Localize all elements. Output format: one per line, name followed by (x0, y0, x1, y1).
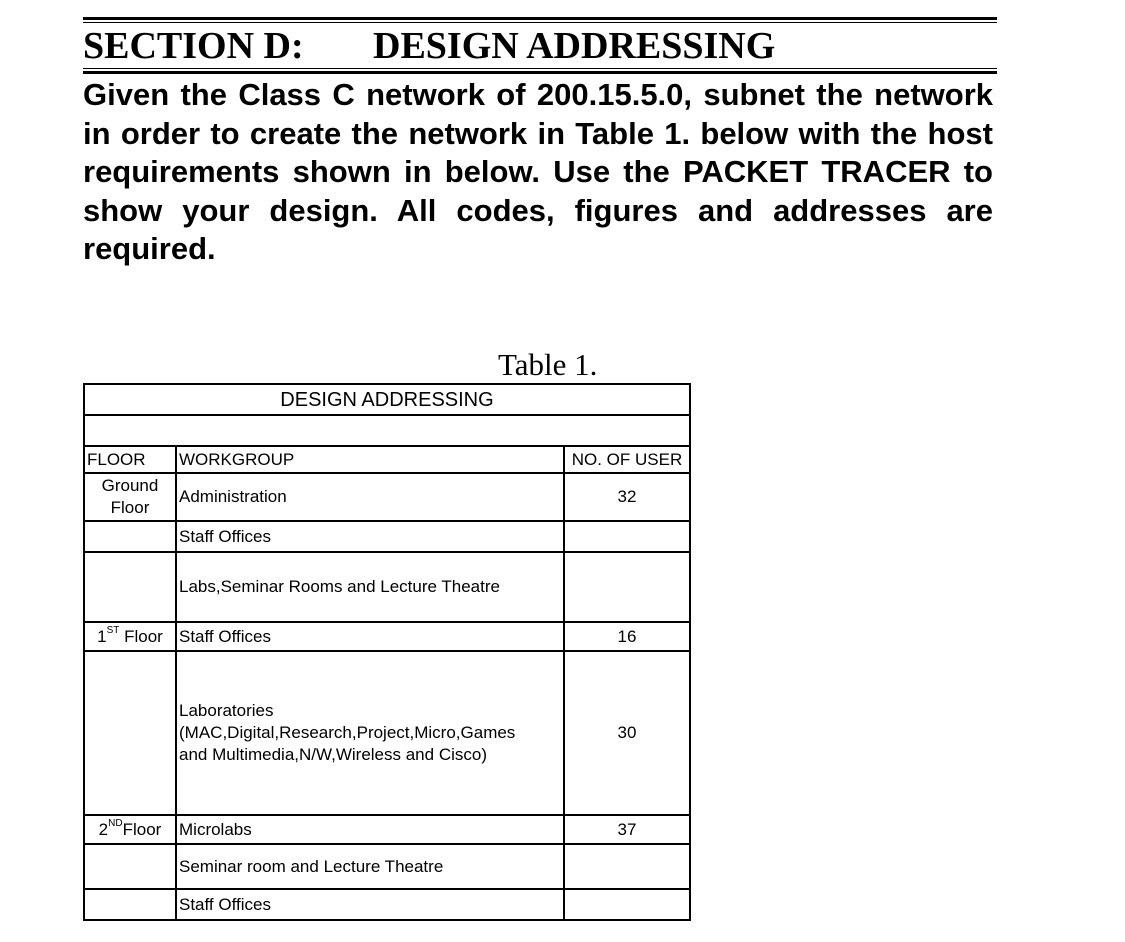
floor-cell (84, 651, 176, 815)
table-caption: Table 1. (498, 347, 598, 382)
floor-cell (84, 844, 176, 889)
floor-number: 1 (97, 626, 107, 646)
floor-ordinal: ND (108, 817, 123, 829)
workgroup-line: Laboratories (179, 701, 274, 720)
design-addressing-table (83, 383, 691, 921)
table-row (84, 889, 690, 920)
section-title: DESIGN ADDRESSING (373, 25, 776, 67)
workgroup-cell: Seminar room and Lecture Theatre (176, 844, 564, 889)
header-workgroup: WORKGROUP (176, 446, 564, 473)
table-row (84, 651, 690, 815)
workgroup-line: (MAC,Digital,Research,Project,Micro,Games (179, 723, 516, 742)
users-cell: 30 (564, 651, 690, 815)
workgroup-cell: Labs,Seminar Rooms and Lecture Theatre (176, 552, 564, 622)
floor-number: 2 (98, 819, 109, 839)
header-floor: FLOOR (84, 446, 176, 473)
workgroup-cell: Microlabs (176, 815, 564, 844)
floor-cell (84, 473, 176, 521)
table-row (84, 815, 690, 844)
users-cell (564, 521, 690, 552)
users-cell: 16 (564, 622, 690, 651)
table-blank-row (84, 415, 690, 446)
floor-word: Floor (122, 819, 162, 839)
section-heading (83, 26, 997, 66)
users-cell (564, 552, 690, 622)
section-label: SECTION D: (83, 25, 304, 67)
floor-cell (84, 622, 176, 651)
users-cell (564, 889, 690, 920)
header-users: NO. OF USER (564, 446, 690, 473)
floor-cell (84, 521, 176, 552)
blank-cell (84, 415, 690, 446)
workgroup-cell: Staff Offices (176, 521, 564, 552)
users-cell: 32 (564, 473, 690, 521)
table-title-row (84, 384, 690, 415)
table-row (84, 622, 690, 651)
top-rule-thin (83, 22, 997, 23)
table-row (84, 521, 690, 552)
floor-line: Floor (110, 498, 150, 517)
instructions-paragraph: Given the Class C network of 200.15.5.0, subnet the network in order to create the network in Table 1. below with the host requirements shown in below. Use the PACKET TRACER to show your design. All codes, figures and addresses are required. (83, 77, 993, 267)
workgroup-cell: Staff Offices (176, 622, 564, 651)
table-title: DESIGN ADDRESSING (84, 384, 690, 415)
floor-ordinal: ST (106, 624, 120, 636)
top-rule-thick (83, 17, 997, 20)
bottom-rule-thin (83, 68, 997, 69)
workgroup-line: and Multimedia,N/W,Wireless and Cisco) (179, 745, 487, 764)
table-row (84, 473, 690, 521)
bottom-rule-thick (83, 71, 997, 74)
users-cell (564, 844, 690, 889)
table-row (84, 552, 690, 622)
table-header-row (84, 446, 690, 473)
floor-cell (84, 815, 176, 844)
floor-word: Floor (119, 626, 163, 646)
floor-line: Ground (101, 476, 159, 495)
floor-cell (84, 889, 176, 920)
workgroup-cell: Staff Offices (176, 889, 564, 920)
users-cell: 37 (564, 815, 690, 844)
workgroup-cell (176, 651, 564, 815)
workgroup-cell: Administration (176, 473, 564, 521)
floor-cell (84, 552, 176, 622)
table-row (84, 844, 690, 889)
